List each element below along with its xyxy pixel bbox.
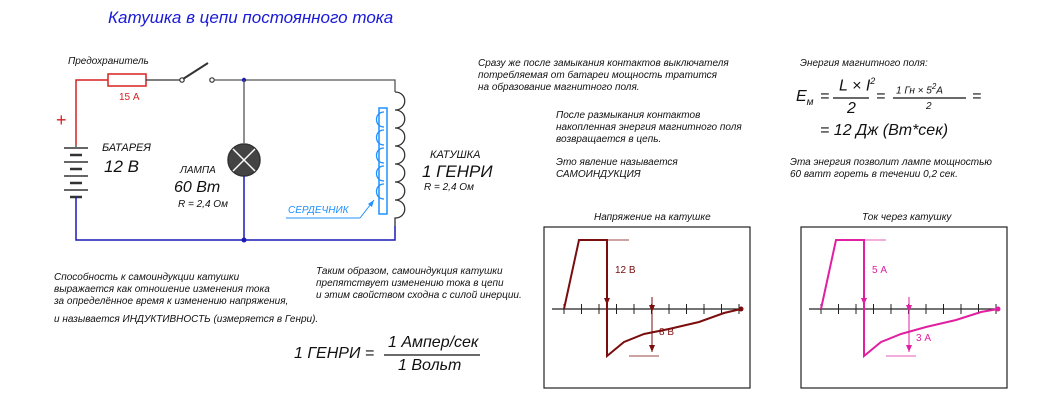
energy-formula-lhs: $E_м$	[796, 88, 814, 109]
energy-formula-result: = 12 Дж (Вт*сек)	[820, 122, 949, 139]
voltage-chart	[552, 240, 744, 356]
battery-value: 12 В	[104, 157, 139, 176]
energy-formula-num2: 1 Гн × $5^2А$	[896, 82, 943, 97]
energy-formula-den1: 2	[847, 100, 856, 117]
paragraph-inductance-last: и называется ИНДУКТИВНОСТЬ (измеряется в Генри).	[54, 314, 319, 325]
paragraph-switch-off: После размыкания контактов накопленная энергия магнитного поля возвращается в цепь.	[556, 110, 742, 145]
positive-wire	[76, 80, 108, 145]
top-wire	[214, 80, 395, 92]
lamp-value: 60 Вт	[174, 179, 221, 196]
paragraph-inertia: Таким образом, самоиндукция катушки препятствует изменению тока в цепи и этим свойством сходна с силой инерции.	[316, 266, 522, 301]
switch-lever-icon	[183, 63, 208, 79]
waveform-end-point	[739, 307, 744, 312]
henry-formula-den: 1 Вольт	[398, 357, 462, 374]
coil-value: 1 ГЕНРИ	[422, 162, 493, 181]
battery-icon	[64, 148, 88, 197]
energy-formula-eq: =	[820, 88, 830, 105]
voltage-peak-label: 12 В	[615, 265, 636, 276]
lamp-label: ЛАМПА	[180, 165, 216, 176]
paragraph-switch-on: Сразу же после замыкания контактов выключателя потребляемая от батареи мощность тратится на образование магнитного поля.	[478, 58, 729, 93]
fuse-value: 15 А	[119, 92, 140, 103]
plus-sign: +	[56, 110, 67, 130]
core-label: СЕРДЕЧНИК	[288, 205, 349, 216]
energy-note: Эта энергия позволит лампе мощностью 60 ватт гореть в течении 0,2 сек.	[790, 157, 992, 180]
paragraph-inductance: Способность к самоиндукции катушки выражается как отношение изменения тока за определённое время к изменению напряжения,	[54, 272, 289, 307]
peak-arrowhead	[604, 298, 610, 305]
voltage-chart-title: Напряжение на катушке	[594, 212, 711, 223]
energy-formula-eq-end: =	[972, 88, 982, 105]
henry-formula-num: 1 Ампер/сек	[388, 334, 479, 351]
current-peak-label: 5 А	[872, 265, 888, 276]
current-chart-frame	[801, 227, 1007, 388]
voltage-drop-label: 8 В	[659, 327, 675, 338]
switch-contact-right	[210, 78, 214, 82]
current-drop-label: 3 А	[916, 333, 932, 344]
coil-label: КАТУШКА	[430, 149, 481, 161]
coil-icon	[377, 92, 405, 226]
energy-formula-num1: $L \times I^2$	[839, 76, 876, 95]
fuse-label: Предохранитель	[68, 56, 149, 67]
current-chart	[809, 240, 1001, 356]
energy-label: Энергия магнитного поля:	[800, 58, 928, 69]
drop-arrowhead-bottom	[906, 345, 912, 352]
battery-label: БАТАРЕЯ	[102, 142, 151, 154]
voltage-chart-frame	[544, 227, 750, 388]
waveform-end-point	[996, 307, 1001, 312]
paragraph-self-induction: Это явление называется САМОИНДУКЦИЯ	[556, 157, 678, 180]
drop-arrowhead-bottom	[649, 345, 655, 352]
peak-arrowhead	[861, 298, 867, 305]
lamp-resistance: R = 2,4 Ом	[178, 199, 228, 210]
current-chart-title: Ток через катушку	[862, 212, 952, 223]
henry-formula-lhs: 1 ГЕНРИ =	[294, 345, 375, 362]
coil-resistance: R = 2,4 Ом	[424, 182, 474, 193]
fuse-icon	[108, 74, 146, 86]
energy-formula-eq-mid: =	[876, 88, 886, 105]
energy-formula-den2: 2	[926, 101, 932, 112]
page-title: Катушка в цепи постоянного тока	[108, 8, 394, 27]
